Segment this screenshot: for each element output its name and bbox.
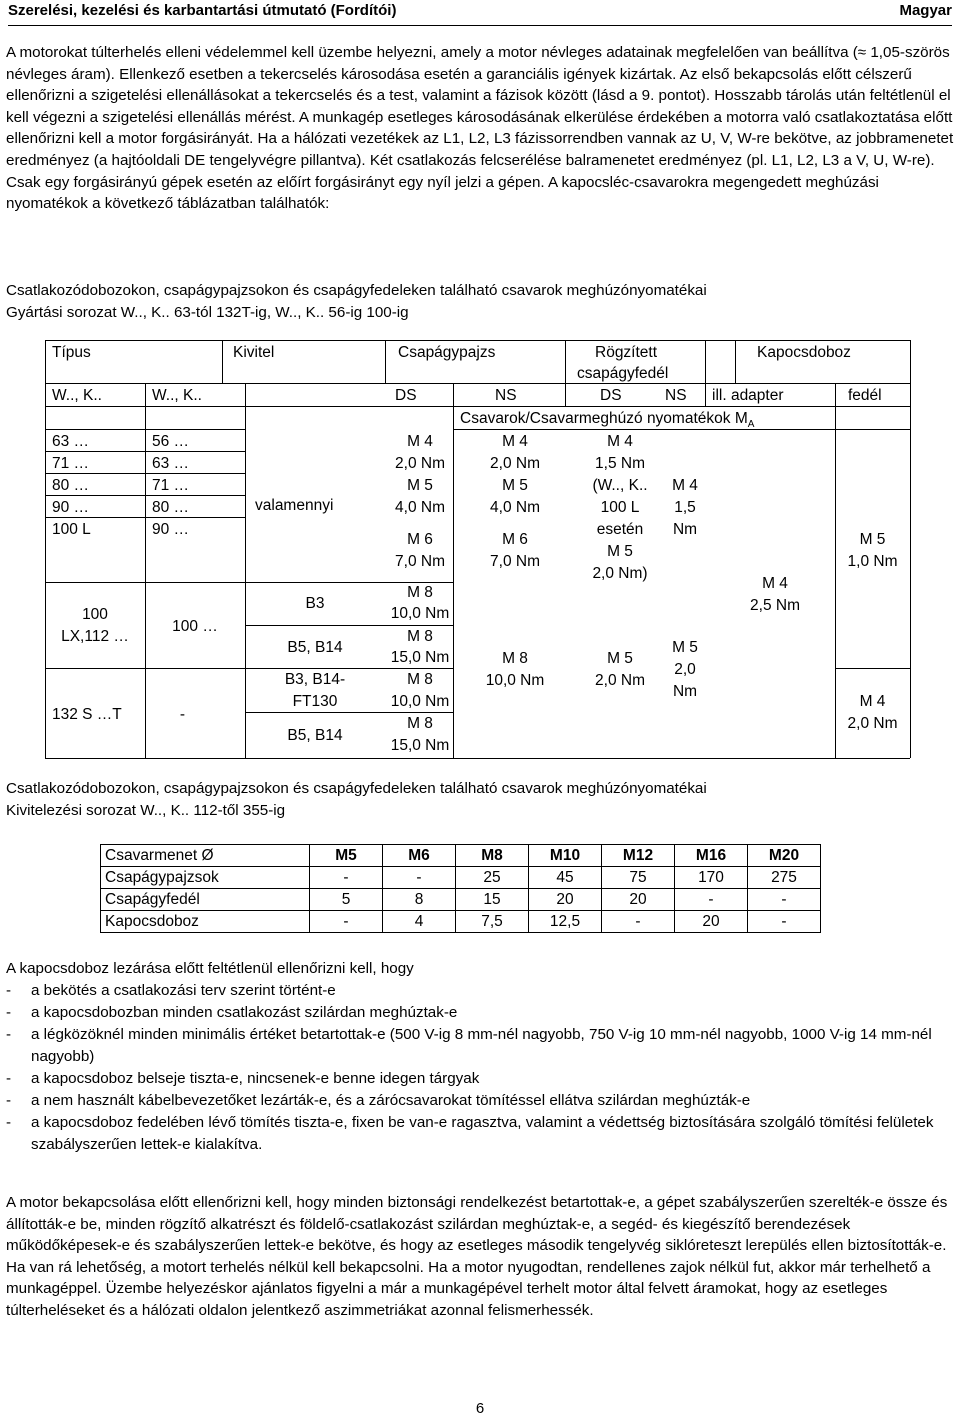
dash-marker: -	[6, 1114, 12, 1131]
table-cell: 8	[383, 889, 456, 911]
table-rule	[565, 340, 566, 383]
sh-ns-1: NS	[495, 387, 517, 404]
adapter-cell: M 4	[762, 575, 788, 592]
ds-cell: M 4	[407, 433, 433, 450]
dash-marker: -	[6, 1092, 12, 1109]
table-cell: 5	[310, 889, 383, 911]
ns-cell: M 6	[502, 531, 528, 548]
type-cell: 132 S …T	[52, 706, 122, 723]
kivitel-cell: B3	[305, 595, 325, 612]
rf-ds-cell: 2,0 Nm	[595, 672, 645, 689]
table-header-cell: M16	[675, 845, 748, 867]
table-cell: 170	[675, 867, 748, 889]
table-cell: 45	[529, 867, 602, 889]
th-kapocsdoboz: Kapocsdoboz	[757, 344, 851, 361]
th-tipus: Típus	[52, 344, 91, 361]
rf-ds-cell: 2,0 Nm)	[592, 565, 648, 582]
dash-marker: -	[6, 1026, 12, 1043]
table-rule	[835, 668, 910, 669]
table-cell: 20	[529, 889, 602, 911]
table-cell: 15	[456, 889, 529, 911]
table-rule	[45, 383, 910, 384]
kivitel-cell: FT130	[292, 693, 338, 710]
ns-cell: M 8	[502, 650, 528, 667]
torque-table-1	[45, 340, 910, 760]
sh-wk-2: W.., K..	[152, 387, 202, 404]
table-header-cell: M8	[456, 845, 529, 867]
header-rule	[8, 25, 952, 26]
table-cell: 12,5	[529, 911, 602, 933]
sh-adapter: ill. adapter	[712, 387, 784, 404]
kivitel-cell: valamennyi	[255, 497, 334, 514]
table-rule	[145, 383, 146, 758]
table-cell: 20	[675, 911, 748, 933]
type-cell: 56 …	[152, 433, 190, 450]
table-cell: Kapocsdoboz	[101, 911, 310, 933]
rf-ds-cell: esetén	[596, 521, 644, 538]
rf-ds-cell: 100 L	[600, 499, 640, 516]
type-cell: 90 …	[52, 499, 90, 516]
torque-table-2	[100, 844, 821, 933]
kivitel-cell: B5, B14	[287, 727, 343, 744]
list-item: - a kapocsdoboz fedelében lévő tömítés tiszta-e, fixen be van-e ragasztva, valamint a védettség biztosítására szolgáló tömítési felületek szabályszerűen lettek-e kialakítva.	[6, 1114, 934, 1153]
table-row	[101, 867, 821, 889]
torque-title: Csavarok/Csavarmeghúzó nyomatékok $M_A$	[460, 410, 755, 431]
sh-ds-1: DS	[395, 387, 417, 404]
ds-cell: M 8	[407, 671, 433, 688]
ns-cell: M 4	[502, 433, 528, 450]
sh-ds-2: DS	[600, 387, 622, 404]
sh-ns-2: NS	[665, 387, 687, 404]
ds-cell: M 5	[407, 477, 433, 494]
ds-cell: 4,0 Nm	[395, 499, 445, 516]
kivitel-cell: B5, B14	[287, 639, 343, 656]
list-item: - a kapocsdobozban minden csatlakozást szilárdan meghúztak-e	[6, 1002, 954, 1024]
table-cell: -	[310, 867, 383, 889]
rf-ns-cell: 1,5	[674, 499, 696, 516]
table-rule	[45, 340, 46, 758]
table-cell: 25	[456, 867, 529, 889]
type-cell: LX,112 …	[61, 628, 129, 645]
kivitel-cell: B3, B14-	[284, 671, 346, 688]
ds-cell: 2,0 Nm	[395, 455, 445, 472]
rf-ds-cell: M 5	[607, 650, 633, 667]
rf-ns-cell: M 4	[672, 477, 698, 494]
fedel-cell: 1,0 Nm	[847, 553, 898, 570]
th-csapagypajzs: Csapágypajzs	[398, 344, 496, 361]
table2-caption	[6, 778, 954, 822]
table-header-cell: M6	[383, 845, 456, 867]
table-cell: -	[602, 911, 675, 933]
type-cell: 100 …	[172, 618, 218, 635]
table-rule	[45, 340, 910, 341]
ns-cell: 10,0 Nm	[485, 672, 545, 689]
ds-cell: 10,0 Nm	[390, 605, 450, 622]
rf-ds-cell: M 4	[607, 433, 633, 450]
ds-cell: 7,0 Nm	[395, 553, 445, 570]
ns-cell: 4,0 Nm	[490, 499, 540, 516]
table1-caption-line2: Gyártási sorozat W.., K.. 63-tól 132T-ig, W.., K.. 56-ig 100-ig	[6, 304, 409, 321]
th-rogzitett: Rögzített	[595, 344, 658, 361]
ns-cell: 2,0 Nm	[490, 455, 540, 472]
table-cell: Csapágypajzsok	[101, 867, 310, 889]
type-cell: 63 …	[52, 433, 90, 450]
table-cell: -	[675, 889, 748, 911]
closing-paragraph: Ha van rá lehetőség, a motort terhelés nélkül kell bekapcsolni. Ha a motor nyugodtan, rendellenes zajok nélkül fut, akkor már terhelhető a munkagéppel. Üzembe helyezéskor ajánlatos figyelni a már a munkagépével terhelt motor által felvett áramokat, hogy az esetleges túlterheléseket és a hálózati oldalon jelentkező aszimmetriákat azonnal felismerhessék.	[6, 1258, 931, 1319]
checklist	[6, 958, 954, 1156]
table-cell: -	[748, 911, 821, 933]
table-header-cell: M20	[748, 845, 821, 867]
checklist-intro: A kapocsdoboz lezárása előtt feltétlenül ellenőrizni kell, hogy	[6, 960, 414, 977]
table-rule	[222, 340, 223, 383]
list-item: - a nem használt kábelbevezetőket lezárták-e, és a zárócsavarokat tömítéssel ellátva szilárdan meghúzták-e	[6, 1090, 954, 1112]
adapter-cell: 2,5 Nm	[750, 597, 800, 614]
closing-text	[6, 1192, 954, 1322]
ds-cell: M 8	[407, 715, 433, 732]
rf-ns-cell: Nm	[672, 683, 698, 700]
table1-caption-line1: Csatlakozódobozokon, csapágypajzsokon és csapágyfedeleken található csavarok meghúzónyomatékai	[6, 282, 707, 299]
sh-wk-1: W.., K..	[52, 387, 102, 404]
ds-cell: M 8	[407, 584, 433, 601]
rf-ns-cell: Nm	[672, 521, 698, 538]
sh-fedel: fedél	[848, 387, 882, 404]
type-cell: 80 …	[152, 499, 190, 516]
fedel-cell: 2,0 Nm	[847, 715, 898, 732]
list-item: - a kapocsdoboz belseje tiszta-e, nincsenek-e benne idegen tárgyak	[6, 1068, 954, 1090]
table-header-cell: Csavarmenet Ø	[101, 845, 310, 867]
page-number: 6	[475, 1400, 485, 1417]
header-language: Magyar	[899, 2, 952, 19]
rf-ds-cell: 1,5 Nm	[595, 455, 645, 472]
table-cell: 275	[748, 867, 821, 889]
table-cell: 20	[602, 889, 675, 911]
dash-marker: -	[6, 982, 12, 999]
type-cell: 63 …	[152, 455, 190, 472]
type-cell: 90 …	[152, 521, 190, 538]
page-header	[8, 0, 952, 28]
table2-caption-line1: Csatlakozódobozokon, csapágypajzsokon és csapágyfedeleken található csavarok meghúzónyomatékai	[6, 780, 707, 797]
ns-cell: M 5	[502, 477, 528, 494]
table-header-cell: M12	[602, 845, 675, 867]
table-row	[101, 911, 821, 933]
rf-ds-cell: (W.., K..	[592, 477, 648, 494]
type-cell: 100 L	[52, 521, 91, 538]
table-rule	[735, 340, 736, 383]
type-cell: 80 …	[52, 477, 90, 494]
type-cell: 71 …	[152, 477, 190, 494]
table-header-cell: M5	[310, 845, 383, 867]
table-header-row	[101, 845, 821, 867]
dash-marker: -	[6, 1070, 12, 1087]
table-header-cell: M10	[529, 845, 602, 867]
table-cell: -	[383, 867, 456, 889]
table-rule	[565, 383, 566, 406]
table-cell: Csapágyfedél	[101, 889, 310, 911]
table-row	[101, 889, 821, 911]
table1-caption	[6, 280, 954, 324]
th-csapagyfedel: csapágyfedél	[577, 365, 669, 382]
fedel-cell: M 4	[859, 693, 886, 710]
table-cell: 7,5	[456, 911, 529, 933]
closing-paragraph: A motor bekapcsolása előtt ellenőrizni kell, hogy minden biztonsági rendelkezést betartottak-e, a gépet szabályszerűen szerelték-e össze és állították-e be, minden rögzítő alkatrészt és földelő-csatlakozást szilárdan meghúztak-e, a segéd- és kiegészítő berendezések működőképesek-e és szabályszerűen lettek-e bekötve, és hogy az esetleges második tengelyvég siklóreteszt lerepülés ellen biztosították-e.	[6, 1194, 948, 1255]
intro-paragraph: A motorokat túlterhelés elleni védelemmel kell üzembe helyezni, amely a motor névleges adatainak megfelelően van beállítva (≈ 1,05-szörös névleges áram). Ellenkező esetben a tekercselés károsodása esetén a garanciális igények kizártak. Az első bekapcsolás előtt célszerű ellenőrizni a szigetelési ellenállásokat a tekercselés és a test, valamint a fázisok között (lásd a 9. pontot). Hosszabb tárolás után feltétlenül el kell végezni a szigetelési ellenállás mérést. A munkagép esetleges károsodásának elkerülése érdekében a motorra való csatlakoztatása előtt ellenőrizni kell a motor forgásirányát. Ha a hálózati vezetékek az L1, L2, L3 fázissorrendben vannak az U, V, W-re bekötve, az jobbramenetet eredményez (a hajtóoldali DE tengelyvégre pillantva). Két csatlakozás felcserélése balramenetet eredményez (pl. L1, L2, L3 a V, U, W-re). Csak egy forgásirányú gépek esetén az előírt forgásirányt egy nyíl jelzi a gépen. A kapocsléc-csavarokra megengedett meghúzási nyomatékok a következő táblázatban találhatók:	[6, 44, 954, 213]
table-cell: 75	[602, 867, 675, 889]
th-kivitel: Kivitel	[233, 344, 275, 361]
table-rule	[385, 340, 386, 383]
ns-cell: 7,0 Nm	[490, 553, 540, 570]
dash-marker: -	[6, 1004, 12, 1021]
fedel-cell: M 5	[859, 531, 886, 548]
type-cell: 71 …	[52, 455, 90, 472]
type-cell: 100	[82, 606, 108, 623]
header-title: Szerelési, kezelési és karbantartási útmutató (Fordítói)	[8, 2, 397, 19]
list-item: - a légközöknél minden minimális értéket betartottak-e (500 V-ig 8 mm-nél nagyobb, 750 V-ig 10 mm-nél nagyobb, 1000 V-ig 14 mm-nél nagyobb)	[6, 1026, 932, 1065]
ds-cell: 10,0 Nm	[390, 693, 450, 710]
type-cell: -	[179, 706, 186, 723]
ds-cell: M 6	[407, 531, 433, 548]
ds-cell: M 8	[407, 628, 433, 645]
list-item: - a bekötés a csatlakozási terv szerint történt-e	[6, 980, 954, 1002]
rf-ns-cell: M 5	[672, 639, 698, 656]
table-rule	[705, 340, 706, 406]
ds-cell: 15,0 Nm	[390, 737, 450, 754]
ds-cell: 15,0 Nm	[390, 649, 450, 666]
table-rule	[45, 758, 910, 759]
table-cell: -	[310, 911, 383, 933]
rf-ns-cell: 2,0	[674, 661, 696, 678]
rf-ds-cell: M 5	[607, 543, 633, 560]
table2-caption-line2: Kivitelezési sorozat W.., K.. 112-től 355-ig	[6, 802, 286, 819]
table-cell: 4	[383, 911, 456, 933]
table-rule	[910, 340, 911, 758]
table-cell: -	[748, 889, 821, 911]
